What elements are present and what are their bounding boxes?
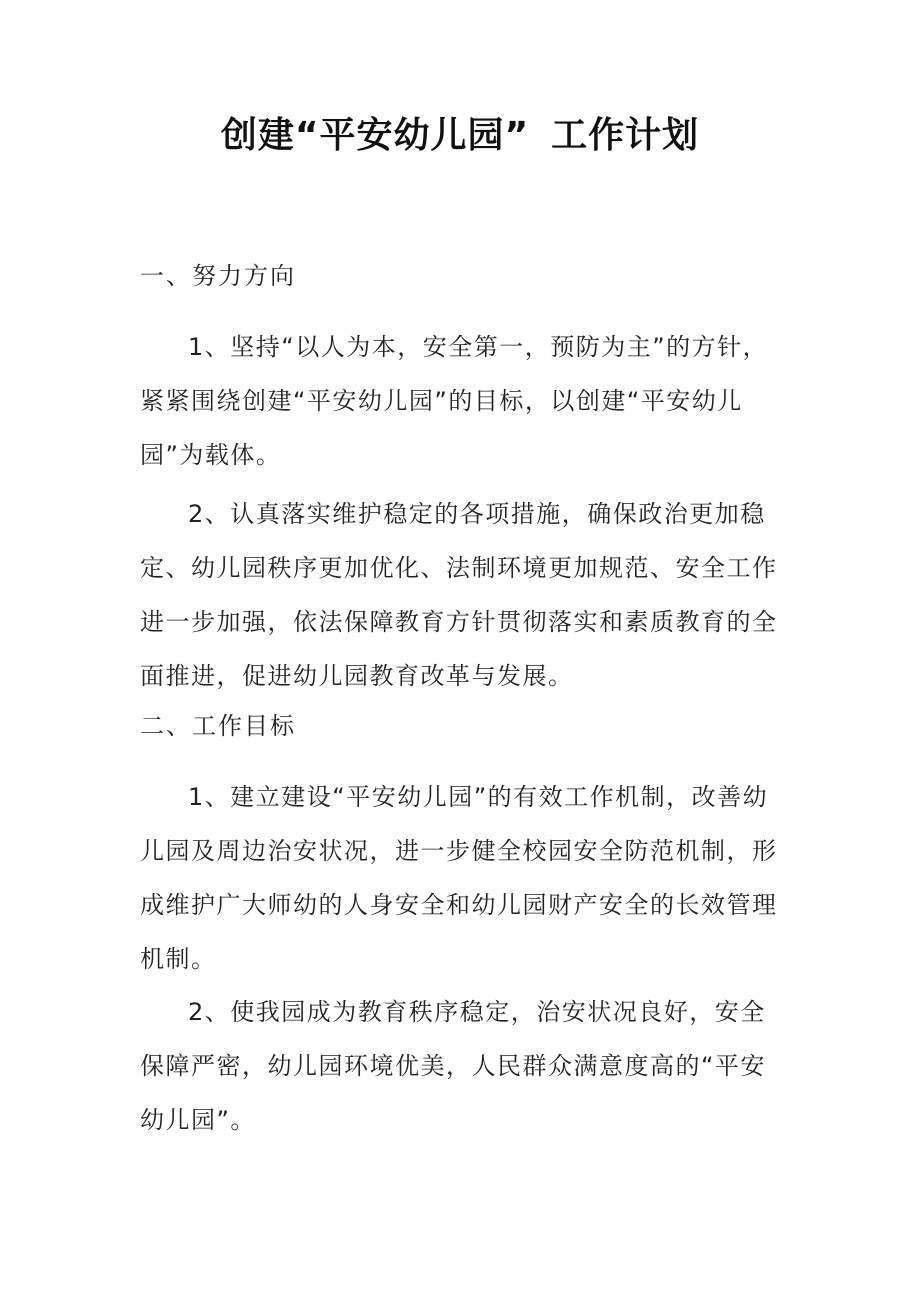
title-sub: 工作计划 <box>551 115 700 156</box>
paragraph-goals-1: 1、建立建设“平安幼儿园”的有效工作机制，改善幼儿园及周边治安状况，进一步健全校园安全防范机制，形成维护广大师幼的人身安全和幼儿园财产安全的长效管理机制。 <box>140 783 778 973</box>
paragraph-direction-2: 2、认真落实维护稳定的各项措施，确保政治更加稳定、幼儿园秩序更加优化、法制环境更加规范、安全工作进一步加强，依法保障教育方针贯彻落实和素质教育的全面推进，促进幼儿园教育改革与发展。 <box>140 500 778 690</box>
paragraph-goals-2: 2、使我园成为教育秩序稳定，治安状况良好，安全保障严密，幼儿园环境优美，人民群众满意度高的“平安幼儿园”。 <box>140 998 766 1134</box>
section-heading-goals: 二、工作目标 <box>140 712 296 740</box>
title-main: 创建“平安幼儿园” <box>220 115 530 156</box>
paragraph-direction-1: 1、坚持“以人为本，安全第一，预防为主”的方针，紧紧围绕创建“平安幼儿园”的目标，以创建“平安幼儿园”为载体。 <box>140 333 769 469</box>
section-heading-direction: 一、努力方向 <box>140 262 296 290</box>
document-title <box>0 110 920 162</box>
